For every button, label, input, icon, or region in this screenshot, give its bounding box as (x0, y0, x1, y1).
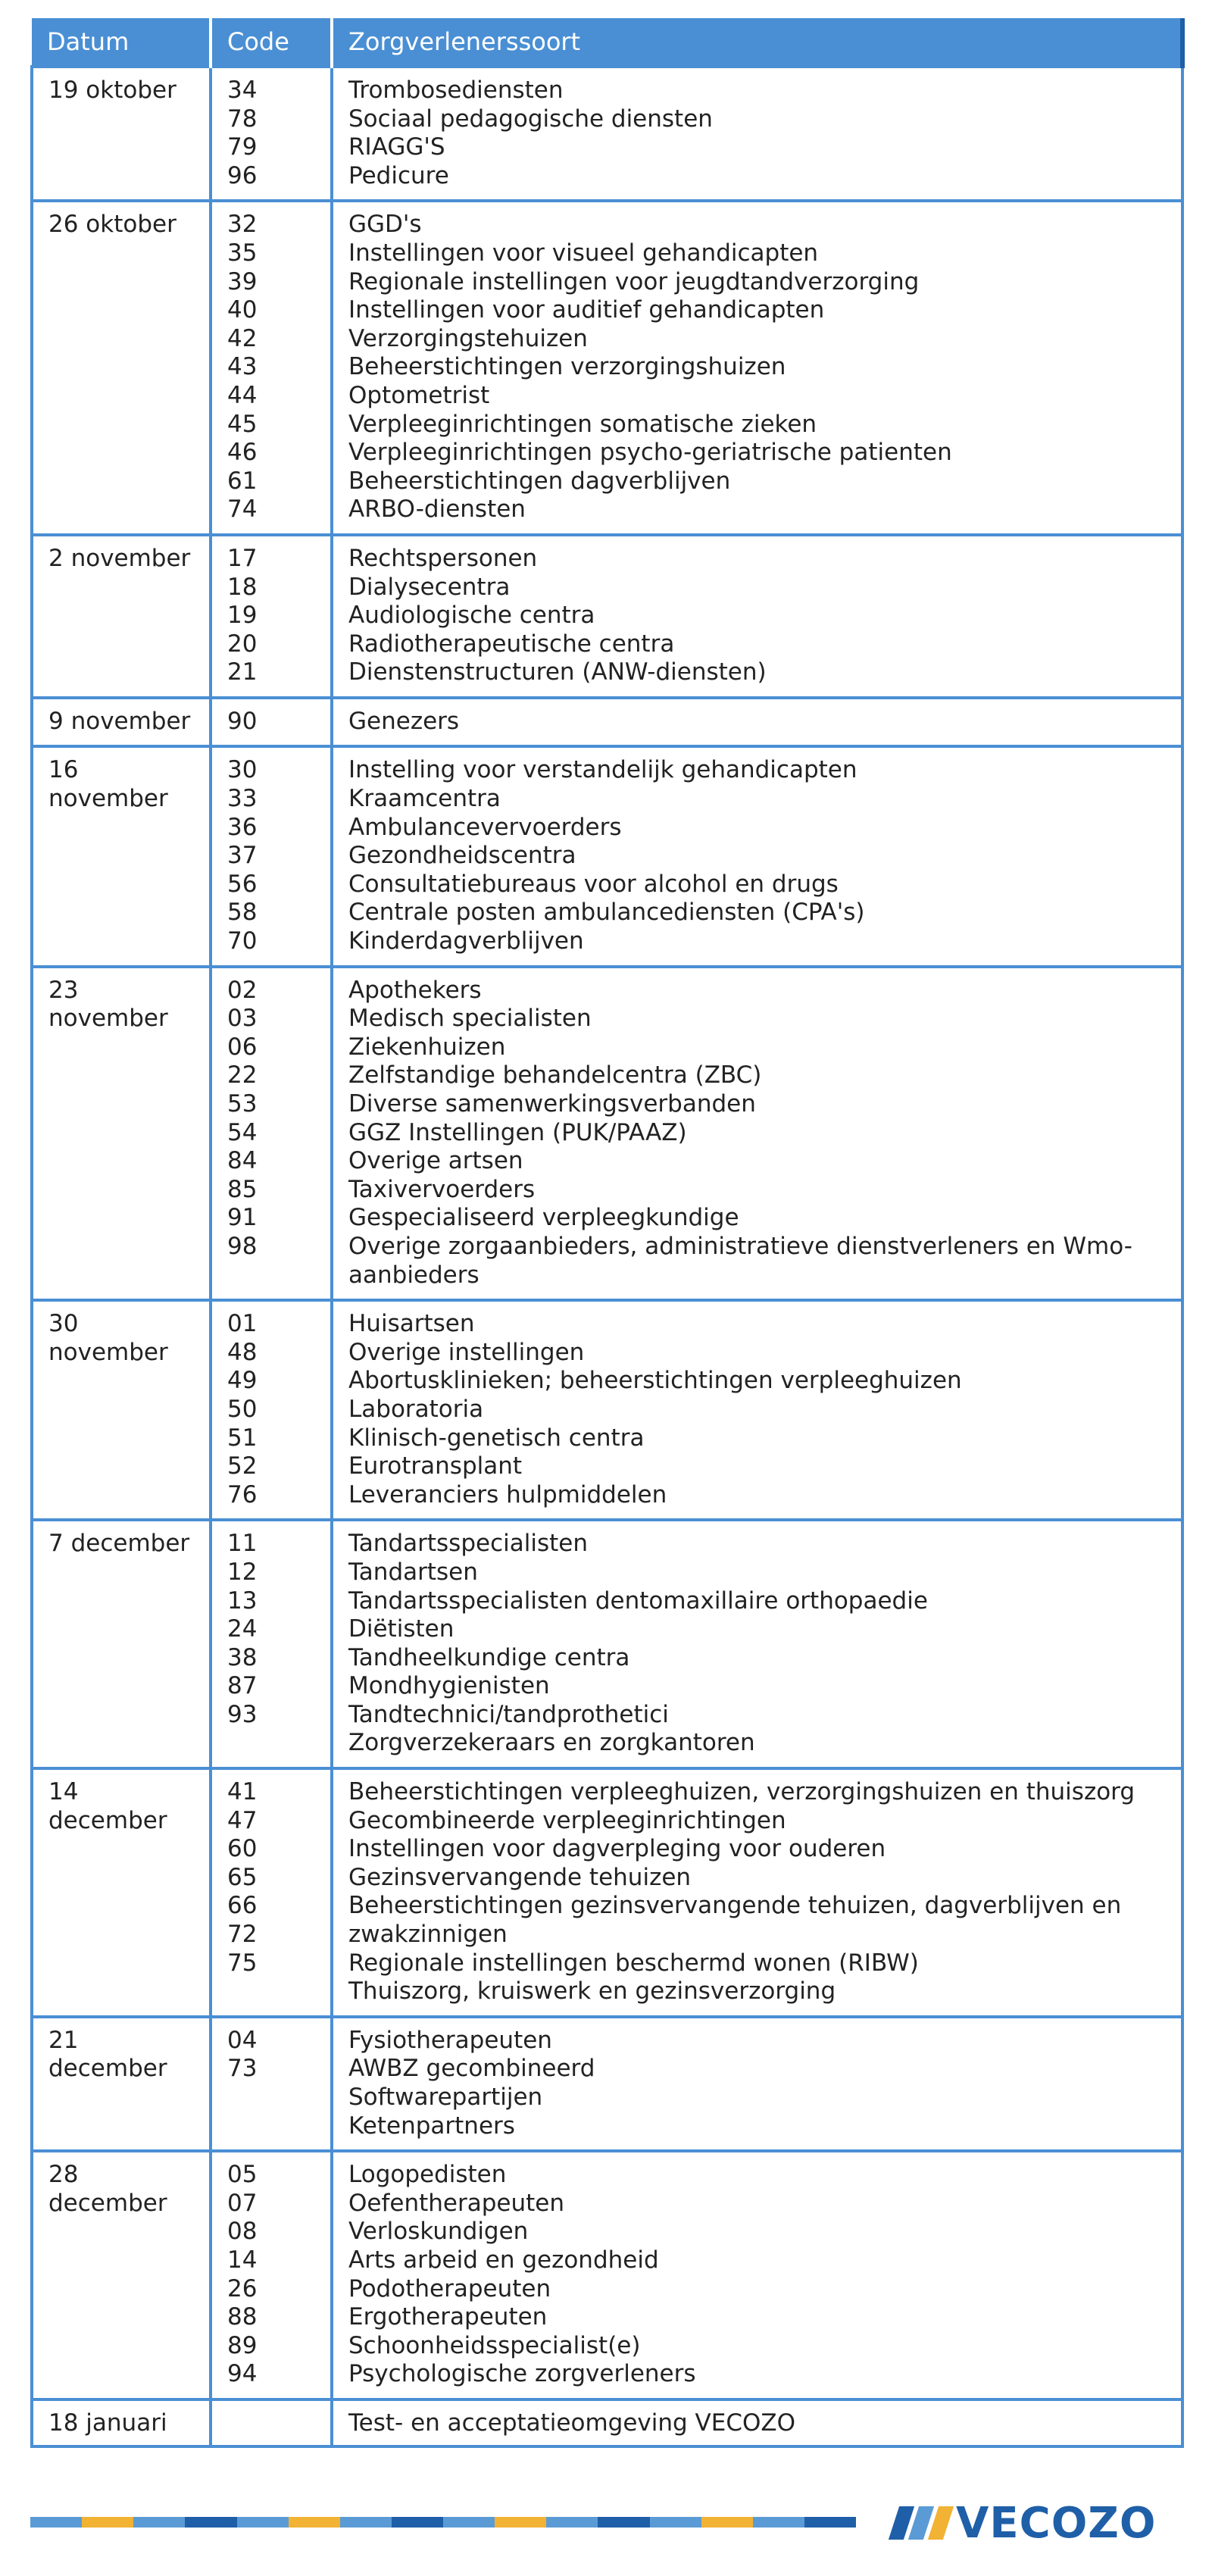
code-value: 51 (227, 1424, 258, 1452)
code-cell (211, 1768, 332, 2017)
provider-type-name: Dialysecentra (348, 573, 511, 601)
code-cell (211, 967, 332, 1301)
provider-type-name: Apothekers (348, 976, 482, 1004)
code-value: 60 (227, 1835, 258, 1863)
provider-type-name: Instellingen voor visueel gehandicapten (348, 239, 819, 267)
provider-type-name: Dienstenstructuren (ANW-diensten) (348, 658, 767, 686)
provider-type-name: Verpleeginrichtingen somatische zieken (348, 410, 817, 438)
provider-type-name: Diverse samenwerkingsverbanden (348, 1090, 756, 1118)
provider-type-name: Beheerstichtingen verzorgingshuizen (348, 353, 786, 381)
footer-stripe-segment (237, 2517, 289, 2528)
provider-type-cell (332, 1520, 1182, 1768)
provider-type-name: Gecombineerde verpleeginrichtingen (348, 1806, 786, 1834)
code-cell (211, 1300, 332, 1520)
provider-type-name: Overige zorgaanbieders, administratieve dienstverleners en Wmo-aanbieders (348, 1232, 1132, 1289)
provider-type-name: Medisch specialisten (348, 1005, 592, 1033)
table-row (32, 2017, 1182, 2151)
provider-type-name: Optometrist (348, 381, 490, 409)
table-row (32, 967, 1182, 1301)
code-cell (211, 2151, 332, 2399)
provider-type-name: Instelling voor verstandelijk gehandicapten (348, 756, 857, 784)
provider-type-name: GGZ Instellingen (PUK/PAAZ) (348, 1118, 687, 1146)
code-value: 88 (227, 2303, 258, 2331)
code-value: 41 (227, 1778, 258, 1806)
footer-stripe-segment (753, 2517, 804, 2528)
code-value: 47 (227, 1806, 258, 1834)
provider-type-name: ARBO-diensten (348, 496, 526, 524)
provider-type-name: Centrale posten ambulancediensten (CPA's) (348, 899, 865, 927)
table-body (32, 67, 1182, 2446)
provider-type-name: Instellingen voor auditief gehandicapten (348, 296, 825, 324)
footer-stripe-segment (495, 2517, 546, 2528)
code-value: 34 (227, 77, 258, 104)
provider-type-cell (332, 2017, 1182, 2151)
date-cell: 2 november (32, 535, 211, 698)
code-value: 98 (227, 1232, 258, 1260)
provider-type-name: Ziekenhuizen (348, 1033, 506, 1061)
code-value: 76 (227, 1480, 258, 1508)
code-value: 24 (227, 1615, 258, 1643)
schedule-table-frame (30, 18, 1185, 2448)
code-value: 35 (227, 239, 258, 267)
provider-type-name: AWBZ gecombineerd (348, 2055, 595, 2083)
provider-type-cell (332, 967, 1182, 1301)
provider-type-name: Beheerstichtingen gezinsvervangende tehuizen, dagverblijven en zwakzinnigen (348, 1892, 1122, 1949)
provider-type-name: Eurotransplant (348, 1452, 523, 1480)
provider-type-name: Overige artsen (348, 1147, 523, 1175)
provider-type-name: Diëtisten (348, 1615, 454, 1643)
code-value: 13 (227, 1587, 258, 1615)
provider-type-cell (332, 698, 1182, 747)
code-value: 01 (227, 1310, 258, 1338)
code-value: 61 (227, 467, 258, 495)
provider-type-name: Kinderdagverblijven (348, 927, 584, 955)
code-value: 84 (227, 1147, 258, 1175)
table-row (32, 201, 1182, 535)
provider-type-name: Tandtechnici/tandprothetici (348, 1700, 669, 1728)
code-value: 22 (227, 1061, 258, 1089)
code-value: 65 (227, 1863, 258, 1891)
code-value: 12 (227, 1558, 258, 1586)
provider-type-name: Abortusklinieken; beheerstichtingen verpleeghuizen (348, 1367, 962, 1395)
code-value: 48 (227, 1338, 258, 1366)
code-value: 08 (227, 2218, 258, 2246)
provider-type-cell (332, 535, 1182, 698)
code-value: 02 (227, 976, 258, 1004)
date-cell: 30 november (32, 1300, 211, 1520)
code-value: 50 (227, 1395, 258, 1423)
footer-stripe-segment (804, 2517, 856, 2528)
code-value: 39 (227, 267, 258, 295)
code-value: 52 (227, 1452, 258, 1480)
code-cell (211, 746, 332, 966)
code-value: 96 (227, 161, 258, 189)
code-value: 87 (227, 1672, 258, 1700)
footer-stripe-segment (30, 2517, 82, 2528)
provider-type-name: Trombosediensten (348, 77, 564, 104)
provider-type-name: Huisartsen (348, 1310, 475, 1338)
table-row (32, 1300, 1182, 1520)
table-row (32, 535, 1182, 698)
provider-type-name: Arts arbeid en gezondheid (348, 2246, 659, 2274)
code-value: 36 (227, 813, 258, 841)
provider-type-name: Verloskundigen (348, 2218, 529, 2246)
footer-stripe-segment (701, 2517, 753, 2528)
footer-stripe-bar (30, 2517, 856, 2528)
provider-type-name: Zorgverzekeraars en zorgkantoren (348, 1729, 755, 1757)
provider-type-name: Verpleeginrichtingen psycho-geriatrische patienten (348, 439, 952, 467)
provider-type-name: Genezers (348, 707, 460, 735)
date-cell: 21 december (32, 2017, 211, 2151)
date-cell: 28 december (32, 2151, 211, 2399)
code-value: 26 (227, 2274, 258, 2302)
provider-type-cell (332, 1300, 1182, 1520)
code-value: 53 (227, 1090, 258, 1118)
provider-type-name: Thuiszorg, kruiswerk en gezinsverzorging (348, 1977, 836, 2005)
schedule-table (30, 18, 1185, 2448)
provider-type-name: Mondhygienisten (348, 1672, 550, 1700)
date-cell: 18 januari (32, 2399, 211, 2446)
date-cell: 23 november (32, 967, 211, 1301)
code-value: 49 (227, 1367, 258, 1395)
provider-type-name: Regionale instellingen beschermd wonen (RIBW) (348, 1949, 919, 1977)
provider-type-cell (332, 1768, 1182, 2017)
provider-type-name: Klinisch-genetisch centra (348, 1424, 645, 1452)
code-value: 78 (227, 105, 258, 133)
code-value: 05 (227, 2161, 258, 2189)
table-row (32, 2399, 1182, 2446)
provider-type-name: Instellingen voor dagverpleging voor ouderen (348, 1835, 886, 1863)
code-value: 07 (227, 2189, 258, 2217)
header-zorgverlenerssoort: Zorgverlenerssoort (332, 18, 1182, 67)
footer-stripe-segment (650, 2517, 701, 2528)
provider-type-name: Beheerstichtingen dagverblijven (348, 467, 731, 495)
provider-type-name: Ketenpartners (348, 2112, 515, 2140)
provider-type-name: Schoonheidsspecialist(e) (348, 2331, 641, 2359)
provider-type-name: Podotherapeuten (348, 2274, 551, 2302)
provider-type-name: RIAGG'S (348, 133, 445, 161)
vecozo-logo (894, 2500, 1157, 2546)
footer-stripe-segment (443, 2517, 495, 2528)
footer-stripe-segment (392, 2517, 443, 2528)
code-value: 06 (227, 1033, 258, 1061)
footer-stripe-segment (82, 2517, 133, 2528)
date-cell: 16 november (32, 746, 211, 966)
footer-stripe-segment (340, 2517, 392, 2528)
code-cell (211, 535, 332, 698)
provider-type-name: Leveranciers hulpmiddelen (348, 1480, 667, 1508)
provider-type-name: Taxivervoerders (348, 1175, 536, 1203)
provider-type-name: Oefentherapeuten (348, 2189, 564, 2217)
footer-stripe-segment (546, 2517, 598, 2528)
provider-type-cell (332, 201, 1182, 535)
code-value: 54 (227, 1118, 258, 1146)
code-value: 70 (227, 927, 258, 955)
date-cell: 26 oktober (32, 201, 211, 535)
code-value: 91 (227, 1204, 258, 1232)
provider-type-name: Verzorgingstehuizen (348, 324, 588, 352)
code-value: 74 (227, 496, 258, 524)
footer-stripe-segment (289, 2517, 340, 2528)
date-cell: 7 december (32, 1520, 211, 1768)
provider-type-name: Consultatiebureaus voor alcohol en drugs (348, 870, 839, 898)
provider-type-name: Tandartsen (348, 1558, 478, 1586)
code-value: 85 (227, 1175, 258, 1203)
table-row (32, 1768, 1182, 2017)
code-cell (211, 698, 332, 747)
code-cell (211, 201, 332, 535)
provider-type-name: Tandartsspecialisten (348, 1530, 588, 1558)
code-value: 32 (227, 211, 258, 239)
provider-type-cell (332, 746, 1182, 966)
provider-type-name: Softwarepartijen (348, 2084, 543, 2111)
provider-type-name: Tandartsspecialisten dentomaxillaire orthopaedie (348, 1587, 928, 1615)
table-header (32, 18, 1182, 67)
code-value: 04 (227, 2026, 258, 2054)
code-value: 42 (227, 324, 258, 352)
code-value: 90 (227, 707, 258, 735)
code-value: 75 (227, 1949, 258, 1977)
provider-type-name: Ergotherapeuten (348, 2303, 548, 2331)
table-row (32, 67, 1182, 201)
provider-type-name: Kraamcentra (348, 785, 501, 813)
footer-stripe-segment (185, 2517, 236, 2528)
date-cell: 14 december (32, 1768, 211, 2017)
code-value: 73 (227, 2055, 258, 2083)
provider-type-name: Pedicure (348, 161, 449, 189)
provider-type-name: Gezondheidscentra (348, 842, 576, 870)
provider-type-name: Tandheelkundige centra (348, 1643, 630, 1671)
vecozo-stripes-icon (894, 2506, 948, 2540)
header-row (32, 18, 1182, 67)
code-value: 44 (227, 381, 258, 409)
code-value: 14 (227, 2246, 258, 2274)
code-value: 72 (227, 1921, 258, 1949)
code-value: 40 (227, 296, 258, 324)
provider-type-name: Test- en acceptatieomgeving VECOZO (348, 2409, 796, 2437)
table-row (32, 1520, 1182, 1768)
provider-type-name: Psychologische zorgverleners (348, 2360, 696, 2388)
provider-type-name: Overige instellingen (348, 1338, 585, 1366)
provider-type-name: Rechtspersonen (348, 544, 538, 572)
code-cell (211, 67, 332, 201)
provider-type-name: Sociaal pedagogische diensten (348, 105, 713, 133)
provider-type-name: Logopedisten (348, 2161, 507, 2189)
provider-type-cell (332, 2151, 1182, 2399)
provider-type-name: Radiotherapeutische centra (348, 630, 675, 658)
code-value: 45 (227, 410, 258, 438)
code-value: 30 (227, 756, 258, 784)
header-datum: Datum (32, 18, 211, 67)
code-value: 43 (227, 353, 258, 381)
provider-type-name: Audiologische centra (348, 602, 595, 630)
code-value: 03 (227, 1005, 258, 1033)
footer-stripe-segment (598, 2517, 649, 2528)
code-value: 37 (227, 842, 258, 870)
code-value: 46 (227, 439, 258, 467)
provider-type-name: Zelfstandige behandelcentra (ZBC) (348, 1061, 762, 1089)
provider-type-name: GGD's (348, 211, 422, 239)
code-value: 21 (227, 658, 258, 686)
code-value: 66 (227, 1892, 258, 1920)
provider-type-name: Fysiotherapeuten (348, 2026, 552, 2054)
provider-type-name: Ambulancevervoerders (348, 813, 622, 841)
date-cell: 19 oktober (32, 67, 211, 201)
date-cell: 9 november (32, 698, 211, 747)
code-value: 93 (227, 1700, 258, 1728)
code-value: 58 (227, 899, 258, 927)
code-value: 89 (227, 2331, 258, 2359)
provider-type-name: Laboratoria (348, 1395, 484, 1423)
provider-type-cell (332, 2399, 1182, 2446)
provider-type-name: Gespecialiseerd verpleegkundige (348, 1204, 739, 1232)
header-code: Code (211, 18, 332, 67)
code-cell (211, 2017, 332, 2151)
provider-type-name: Gezinsvervangende tehuizen (348, 1863, 692, 1891)
code-value: 79 (227, 133, 258, 161)
table-row (32, 746, 1182, 966)
code-value: 56 (227, 870, 258, 898)
code-value: 94 (227, 2360, 258, 2388)
code-value: 11 (227, 1530, 258, 1558)
provider-type-name: Beheerstichtingen verpleeghuizen, verzorgingshuizen en thuiszorg (348, 1778, 1135, 1806)
code-value: 33 (227, 785, 258, 813)
provider-type-name: Regionale instellingen voor jeugdtandverzorging (348, 267, 920, 295)
footer-stripe-segment (133, 2517, 185, 2528)
table-row (32, 2151, 1182, 2399)
code-value: 38 (227, 1643, 258, 1671)
code-value: 20 (227, 630, 258, 658)
provider-type-cell (332, 67, 1182, 201)
code-value: 19 (227, 602, 258, 630)
code-value: 17 (227, 544, 258, 572)
code-value: 18 (227, 573, 258, 601)
logo-text: VECOZO (956, 2498, 1157, 2548)
table-row (32, 698, 1182, 747)
code-cell (211, 2399, 332, 2446)
code-cell (211, 1520, 332, 1768)
